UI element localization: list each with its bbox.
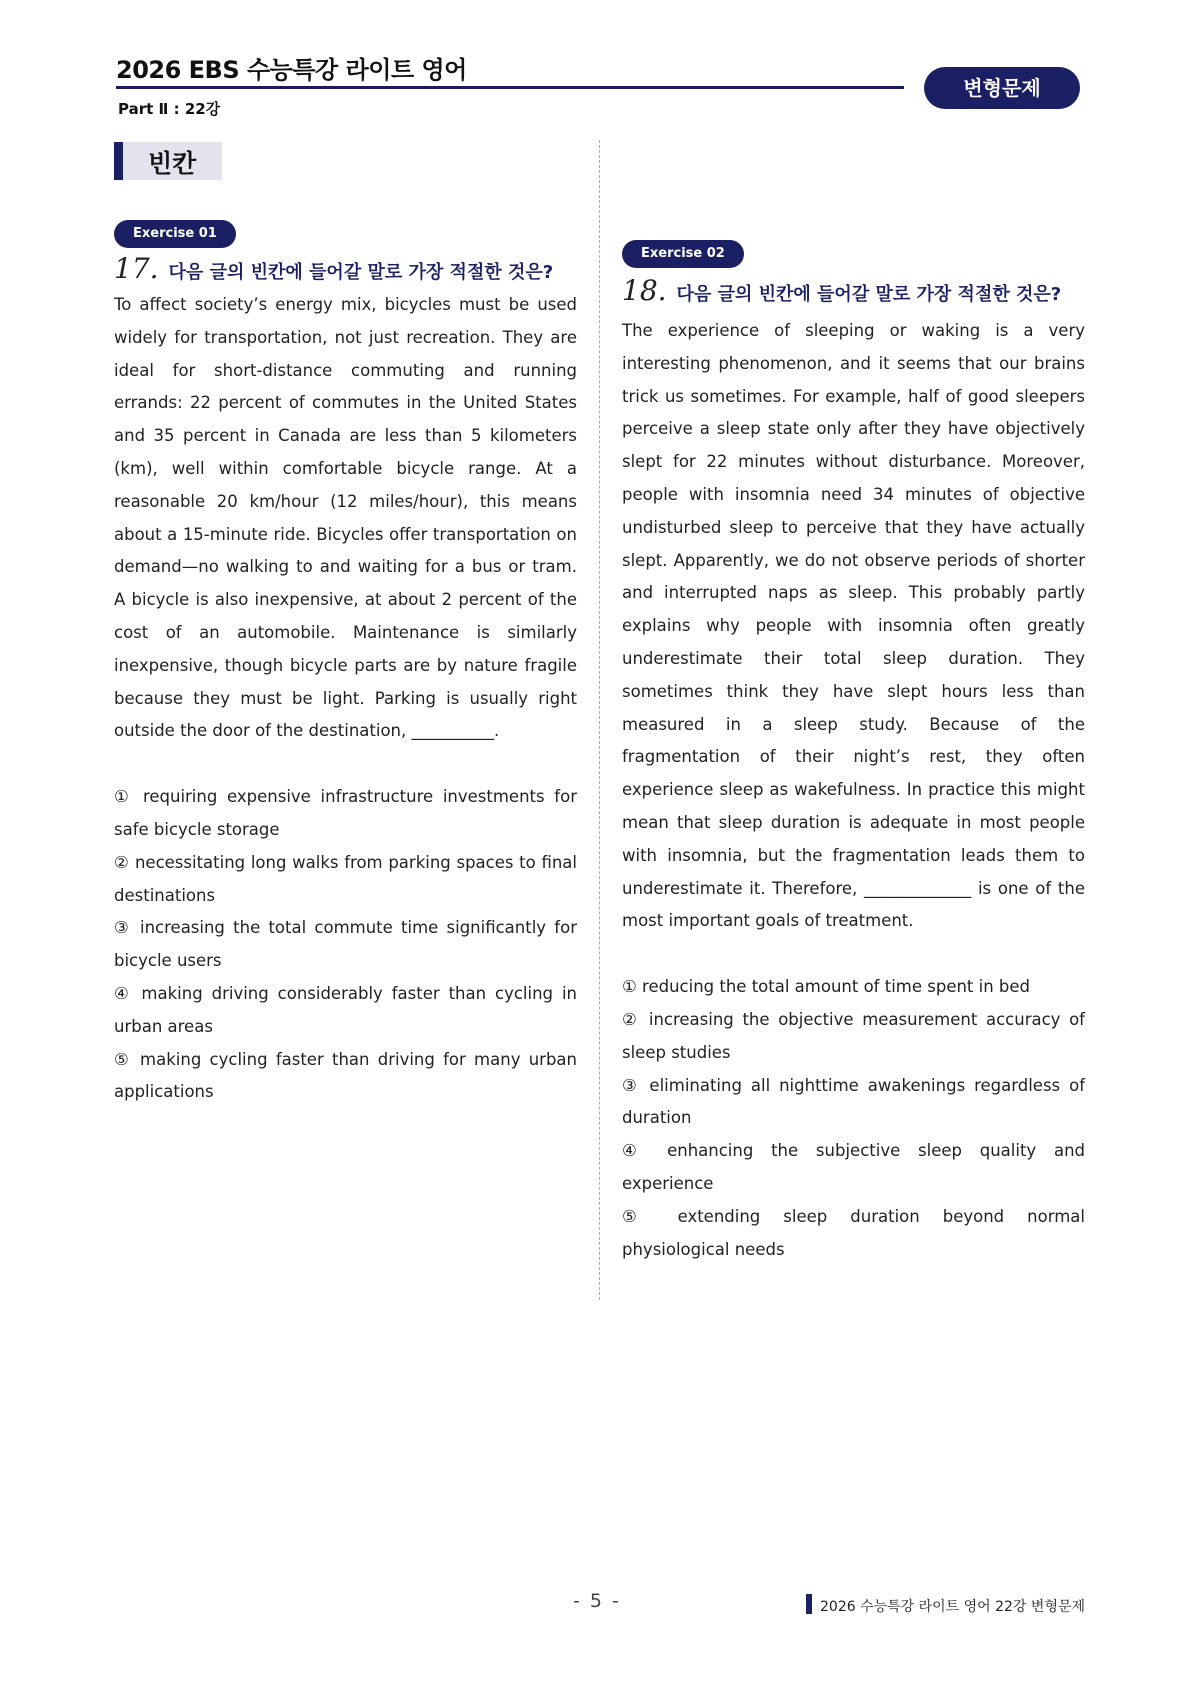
answer-option[interactable]: ⑤ extending sleep duration beyond normal physiological needs	[622, 1206, 1085, 1259]
variant-badge: 변형문제	[924, 67, 1080, 109]
exercise-tag: Exercise 02	[622, 240, 744, 268]
answer-options	[622, 971, 1085, 1266]
passage: The experience of sleeping or waking is a very interesting phenomenon, and it seems that our brains trick us sometimes. For example, half of good sleepers perceive a sleep state only after they have objectively slept for 22 minutes without disturbance. Moreover, people with insomnia need 34 minutes of objective undisturbed sleep to perceive that they have actually slept. Apparently, we do not observe periods of shorter and interrupted naps as sleep. This probably partly explains why people with insomnia often greatly underestimate their total sleep duration. They sometimes think they have slept hours less than measured in a sleep study. Because of the fragmentation of their night’s rest, they often experience sleep as wakefulness. In practice this might mean that sleep duration is adequate in most people with insomnia, but the fragmentation leads them to underestimate it. Therefore, _____________ is one of the most important goals of treatment.	[622, 321, 1085, 931]
exercise-02	[622, 240, 1085, 1266]
question-line	[622, 274, 1085, 307]
answer-options	[114, 781, 577, 1109]
exercise-tag: Exercise 01	[114, 220, 236, 248]
answer-option[interactable]: ② necessitating long walks from parking spaces to final destinations	[114, 852, 577, 905]
answer-option[interactable]: ③ eliminating all nighttime awakenings regardless of duration	[622, 1075, 1085, 1128]
column-divider	[599, 140, 600, 1300]
question-number: 17.	[114, 252, 159, 285]
question-line	[114, 252, 577, 285]
footer-bar	[806, 1594, 812, 1614]
question-number: 18.	[622, 274, 667, 307]
answer-option[interactable]: ① requiring expensive infrastructure investments for safe bicycle storage	[114, 787, 577, 839]
passage: To affect society’s energy mix, bicycles must be used widely for transportation, not just recreation. They are ideal for short-distance commuting and running errands: 22 percent of commutes in the United States and 35 percent in Canada are less than 5 kilometers (km), well within comfortable bicycle range. At a reasonable 20 km/hour (12 miles/hour), this means about a 15-minute ride. Bicycles offer transportation on demand—no walking to and waiting for a bus or tram. A bicycle is also inexpensive, at about 2 percent of the cost of an automobile. Maintenance is similarly inexpensive, though bicycle parts are by nature fragile because they must be light. Parking is usually right outside the door of the destination, __________.	[114, 295, 577, 741]
answer-option[interactable]: ⑤ making cycling faster than driving for many urban applications	[114, 1049, 577, 1102]
answer-option[interactable]: ③ increasing the total commute time significantly for bicycle users	[114, 918, 577, 971]
page-number: - 5 -	[573, 1590, 621, 1612]
footer-label: 2026 수능특강 라이트 영어 22강 변형문제	[820, 1599, 1086, 1615]
section-heading: 빈칸	[148, 149, 197, 178]
exercise-01	[114, 220, 577, 1109]
question-prompt: 다음 글의 빈칸에 들어갈 말로 가장 적절한 것은?	[676, 284, 1062, 305]
answer-option[interactable]: ④ making driving considerably faster than cycling in urban areas	[114, 983, 577, 1036]
answer-option[interactable]: ① reducing the total amount of time spent in bed	[622, 977, 1031, 997]
question-prompt: 다음 글의 빈칸에 들어갈 말로 가장 적절한 것은?	[168, 262, 554, 283]
document-title: 2026 EBS 수능특강 라이트 영어	[116, 56, 467, 84]
header-rule	[116, 86, 904, 89]
answer-option[interactable]: ② increasing the objective measurement accuracy of sleep studies	[622, 1009, 1085, 1062]
part-label: Part Ⅱ : 22강	[118, 100, 221, 118]
answer-option[interactable]: ④ enhancing the subjective sleep quality and experience	[622, 1141, 1085, 1193]
section-heading-bar	[114, 142, 123, 180]
